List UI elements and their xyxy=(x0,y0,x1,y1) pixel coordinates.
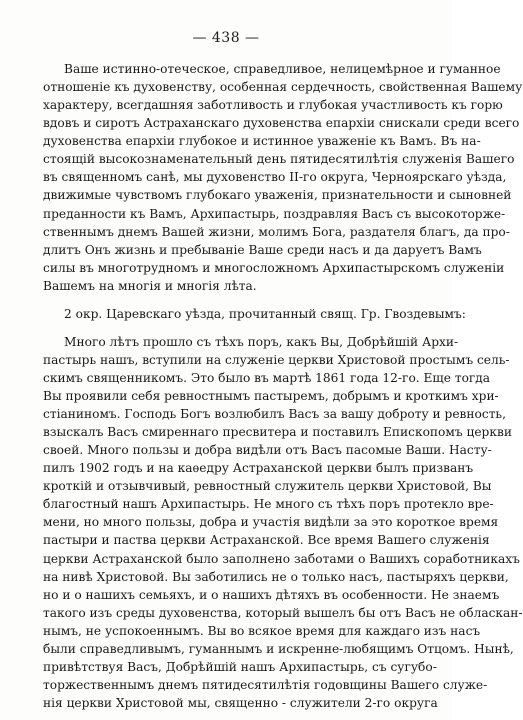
text-line: Вашемъ на многія и многія лѣта. xyxy=(43,278,257,293)
text-line: нымъ, не успокоеннымъ. Вы во всякое время для каждаго изъ насъ xyxy=(43,623,481,638)
text-line: благостный нашъ Архипастырь. Не много съ тѣхъ поръ протекло вре- xyxy=(43,497,494,512)
text-line: были справедливымъ, гуманнымъ и искренне-любящимъ Отцомъ. Нынѣ, xyxy=(43,641,514,656)
text-line: движимые чувствомъ глубокаго уваженія, признательности и сыновней xyxy=(43,188,512,203)
text-line: ственнымъ днемъ Вашей жизни, молимъ Бога, раздателя благъ, да про- xyxy=(43,224,510,239)
text-line: привѣтствуя Васъ, Добрѣйшій нашъ Архипастырь, съ сугубо- xyxy=(43,659,437,674)
text-line: отношеніе къ духовенству, особенная сердечность, свойственная Вашему xyxy=(43,80,523,95)
text-line: но и о нашихъ семьяхъ, и о нашихъ дѣтяхъ въ особенности. Не знаемъ xyxy=(43,587,500,602)
text-line: Ваше истинно-отеческое, справедливое, нелицемѣрное и гуманное xyxy=(64,62,501,76)
text-line: мени, но много пользы, добра и участія видѣли за это короткое время xyxy=(43,515,499,530)
text-line: стоящій высокознаменательный день пятидесятилѣтія служенія Вашего xyxy=(43,152,515,167)
text-line: нія церкви Христовой мы, священно - служители 2-го округа xyxy=(43,695,438,710)
text-line: вдовъ и сиротъ Астраханскаго духовенства епархіи снискали среди всего xyxy=(43,116,520,131)
text-line: такого изъ среды духовенства, который вышелъ бы отъ Васъ не обласкан- xyxy=(43,605,523,620)
text-line: силы въ многотрудномъ и многосложномъ Архипастырскомъ служеніи xyxy=(43,260,505,275)
text-line: пастыри и паства церкви Астраханской. Все время Вашего служенія xyxy=(43,533,490,548)
text-line: длитъ Онъ жизнь и пребываніе Ваше среди насъ и да даруетъ Вамъ xyxy=(43,242,482,257)
text-line: преданности къ Вамъ, Архипастырь, поздравляя Васъ съ высокоторже- xyxy=(43,206,506,221)
text-line: взыскалъ Васъ смиреннаго пресвитера и поставилъ Епископомъ церкви xyxy=(43,425,512,440)
text-line: скимъ священникомъ. Это было въ мартѣ 1861 года 12-го. Еще тогда xyxy=(43,370,491,385)
text-line: Много лѣтъ прошло съ тѣхъ поръ, какъ Вы, Добрѣйшій Архи- xyxy=(64,334,459,349)
text-line: въ священномъ санѣ, мы духовенство II-го округа, Черноярскаго уѣзда, xyxy=(43,170,507,185)
text-line: пилъ 1902 годъ и на каѳедру Астраханской церкви былъ призванъ xyxy=(43,461,474,476)
text-line: Вы проявили себя ревностнымъ пастыремъ, добрымъ и кроткимъ хри- xyxy=(43,389,499,403)
text-line: характеру, всегдашняя заботливость и глубокая участливость къ горю xyxy=(43,98,503,113)
text-line: на нивѣ Христовой. Вы заботились не о только насъ, пастыряхъ церкви, xyxy=(43,569,509,584)
text-line: торжественнымъ днемъ пятидесятилѣтія годовщины Вашего служе- xyxy=(43,677,488,692)
text-line: своей. Много пользы и добра видѣли отъ Васъ пасомые Ваши. Насту- xyxy=(43,443,492,458)
section-heading: 2 окр. Царевскаго уѣзда, прочитанный свящ. Гр. Гвоздевымъ: xyxy=(64,306,466,321)
text-line: духовенства епархіи глубокое и истинное уваженіе къ Вамъ. Въ на- xyxy=(43,134,481,149)
text-line: кроткій и отзывчивый, ревностный служитель церкви Христовой, Вы xyxy=(43,479,492,494)
text-line: стіаниномъ. Господь Богъ возлюбилъ Васъ за вашу доброту и ревность, xyxy=(43,407,506,421)
page-number: — 438 — xyxy=(192,30,260,46)
text-line: пастырь нашъ, вступили на служеніе церкви Христовой простымъ сель- xyxy=(43,352,510,367)
text-line: церкви Астраханской было заполнено заботами о Вашихъ соработникахъ xyxy=(43,551,520,566)
